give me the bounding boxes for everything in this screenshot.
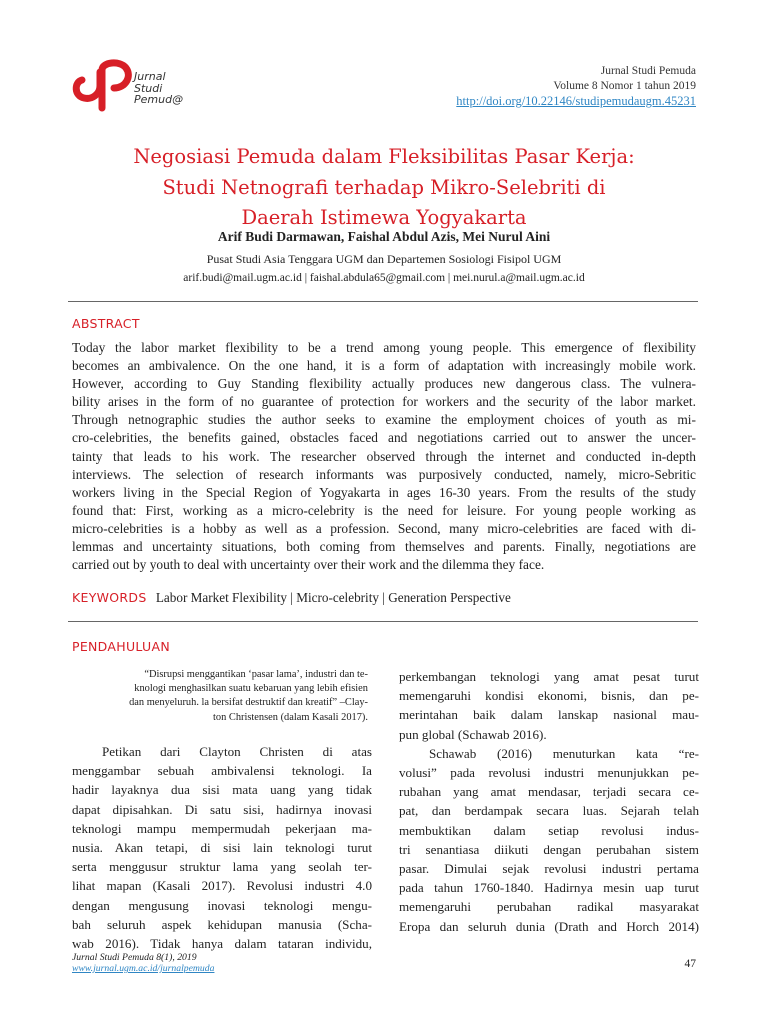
quote-line: “Disrupsi menggantikan ‘pasar lama’, industri dan te- bbox=[144, 669, 368, 680]
body-line: wab 2016). Tidak hanya dalam tataran individu, bbox=[72, 936, 372, 952]
body-line: hadir layaknya dua sisi mata uang yang tidak bbox=[72, 782, 372, 798]
body-line: Schawab (2016) menuturkan kata “re- bbox=[429, 745, 699, 761]
page-number: 47 bbox=[684, 958, 696, 970]
journal-logo bbox=[72, 58, 212, 116]
body-line: teknologi mampu mempermudah pekerjaan ma- bbox=[72, 820, 372, 836]
body-line: nusia. Akan tetapi, di sisi lain teknologi turut bbox=[72, 840, 372, 856]
body-line: bah seluruh aspek kehidupan manusia (Scha- bbox=[72, 916, 372, 932]
body-line: pada tahun 1760-1840. Hadirnya mesin uap turut bbox=[399, 880, 699, 896]
body-line: menggambar sebuah ambivalensi teknologi. Ia bbox=[72, 763, 372, 779]
abstract-line: bility arises in the form of no guarantee of protection for workers and the security of the labor market. bbox=[72, 394, 696, 410]
keywords-label: KEYWORDS bbox=[72, 590, 147, 605]
keywords bbox=[72, 590, 511, 606]
abstract-line: lemmas and uncertainty situations, both coming from themselves and parents. Finally, negotiations are bbox=[72, 539, 696, 555]
footer-url-link[interactable]: www.jurnal.ugm.ac.id/jurnalpemuda bbox=[72, 963, 215, 974]
abstract-line: However, according to Guy Standing flexibility actually produces new dangerous class. The vulnera- bbox=[72, 376, 696, 392]
abstract-line: carried out by youth to deal with uncertainty over their work and the dilemma they face. bbox=[72, 557, 545, 573]
body-line: serta menggusur struktur lama yang seolah ter- bbox=[72, 859, 372, 875]
title-line: Daerah Istimewa Yogyakarta bbox=[241, 206, 527, 229]
body-line: Eropa dan seluruh dunia (Drath and Horch 2014) bbox=[399, 918, 699, 934]
abstract-line: Today the labor market flexibility to be a trend among young people. This emergence of flexibility bbox=[72, 340, 696, 355]
journal-volume: Volume 8 Nomor 1 tahun 2019 bbox=[553, 80, 696, 92]
journal-name: Jurnal Studi Pemuda bbox=[600, 65, 696, 77]
abstract-line: cro-celebrities, the benefits gained, obstacles faced and negotiations carried out to answer the uncer- bbox=[72, 430, 696, 446]
abstract-line: Through netnographic studies the author seeks to examine the employment choices of youth as mi- bbox=[72, 412, 696, 428]
abstract-line: interviews. The selection of research informants was purposively conducted, namely, micro-Sebritic bbox=[72, 466, 696, 482]
body-line: dengan mengusung inovasi teknologi mengu- bbox=[72, 897, 372, 913]
abstract-line: found that: First, working as a micro-celebrity is the need for leisure. For young people working as bbox=[72, 502, 696, 518]
divider bbox=[68, 301, 698, 302]
author-affiliation: Pusat Studi Asia Tenggara UGM dan Departemen Sosiologi Fisipol UGM bbox=[206, 252, 562, 266]
logo-word: Pemud@ bbox=[134, 93, 184, 106]
quote-line: knologi menghasilkan suatu kebaruan yang lebih efisien bbox=[134, 683, 368, 695]
divider bbox=[68, 621, 698, 622]
body-line: pasar. Dimulai sejak revolusi industri pertama bbox=[399, 861, 699, 877]
title-line: Studi Netnografi terhadap Mikro-Selebriti di bbox=[162, 175, 606, 199]
body-column-right bbox=[399, 667, 699, 936]
journal-logo-icon bbox=[72, 58, 134, 114]
body-line: tri senantiasa diikuti dengan perubahan sistem bbox=[399, 841, 699, 857]
logo-word: Jurnal bbox=[134, 70, 166, 83]
body-line: dapat dipisahkan. Di satu sisi, hadirnya inovasi bbox=[72, 801, 372, 817]
abstract-line: becomes an ambivalence. On the one hand, it is a form of adaptation with increasingly mobile work. bbox=[72, 358, 696, 374]
footer-citation: Jurnal Studi Pemuda 8(1), 2019 bbox=[72, 952, 197, 963]
quote-line: dan menyeluruh. la bersifat destruktif dan kreatif” –Clay- bbox=[129, 697, 368, 709]
abstract-line: workers living in the Special Region of Yogyakarta in ages 16-30 years. From the results of the study bbox=[72, 484, 696, 500]
author-emails: arif.budi@mail.ugm.ac.id | faishal.abdula65@gmail.com | mei.nurul.a@mail.ugm.ac.id bbox=[183, 272, 585, 284]
epigraph-quote bbox=[80, 668, 368, 725]
abstract-line: tainty that leads to his work. The researcher observed through the internet and conducted in-depth bbox=[72, 448, 696, 464]
doi-link[interactable]: http://doi.org/10.22146/studipemudaugm.45231 bbox=[456, 94, 696, 108]
body-line: volusi” pada revolusi industri menunjukkan pe- bbox=[399, 765, 699, 781]
section-heading: PENDAHULUAN bbox=[72, 639, 170, 654]
body-column-left bbox=[72, 742, 372, 953]
article-authors: Arif Budi Darmawan, Faishal Abdul Azis, Mei Nurul Aini bbox=[217, 229, 551, 244]
body-line: membuktikan dalam setiap revolusi indus- bbox=[399, 822, 699, 838]
logo-word: Studi bbox=[134, 81, 163, 95]
body-line: memengaruhi kondisi ekonomi, bisnis, dan pe- bbox=[399, 688, 699, 704]
article-title bbox=[100, 142, 668, 234]
body-line: memengaruhi perubahan radikal masyarakat bbox=[399, 899, 699, 915]
body-line: perkembangan teknologi yang amat pesat turut bbox=[399, 669, 699, 684]
abstract-heading: ABSTRACT bbox=[72, 316, 140, 331]
body-line: pat, dan berdampak secara luas. Sejarah telah bbox=[399, 803, 699, 819]
title-line: Negosiasi Pemuda dalam Fleksibilitas Pasar Kerja: bbox=[133, 145, 635, 168]
abstract-text bbox=[72, 339, 696, 574]
journal-info bbox=[456, 64, 696, 109]
keywords-text: Labor Market Flexibility | Micro-celebrity | Generation Perspective bbox=[155, 590, 511, 605]
abstract-line: micro-celebrities is a hobby as well as a profession. Second, many micro-celebrities are faced with di- bbox=[72, 520, 696, 536]
body-line: Petikan dari Clayton Christen di atas bbox=[102, 744, 372, 759]
quote-line: ton Christensen (dalam Kasali 2017). bbox=[213, 711, 368, 723]
page-footer bbox=[72, 952, 214, 974]
body-line: rubahan yang amat mendasar, terjadi secara ce- bbox=[399, 784, 699, 800]
body-line: pun global (Schawab 2016). bbox=[399, 726, 547, 742]
body-line: merintahan baik dalam lanskap nasional mau- bbox=[399, 707, 699, 723]
logo-wordmark bbox=[134, 71, 183, 106]
body-line: lihat mapan (Kasali 2017). Revolusi industri 4.0 bbox=[72, 878, 372, 894]
